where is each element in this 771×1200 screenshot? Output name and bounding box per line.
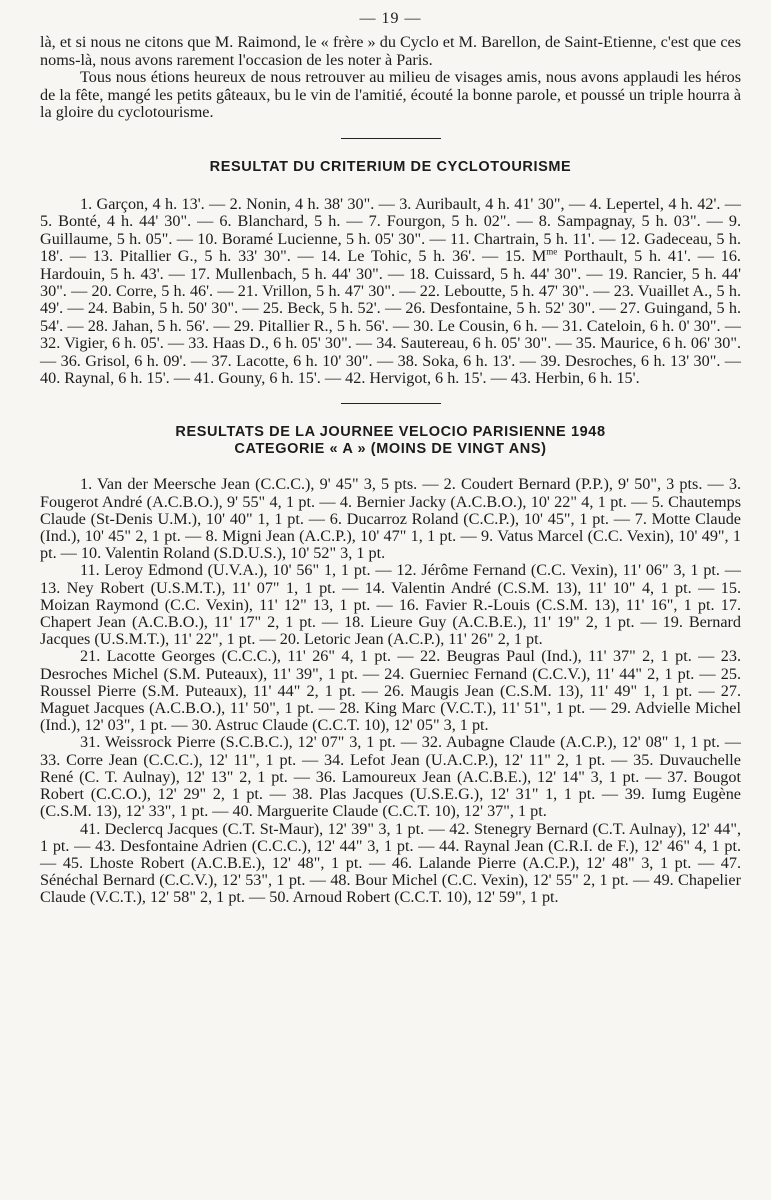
criterium-results-text <box>40 196 741 387</box>
intro-paragraph-2: Tous nous étions heureux de nous retrouver au milieu de visages amis, nous avons applaudi les héros de la fête, mangé les petits gâteaux, bu le vin de l'amitié, écouté la bonne parole, et poussé un triple hourra à la gloire du cyclotourisme. <box>40 68 741 122</box>
journee-results <box>40 476 741 906</box>
criterium-text-b: Porthault, 5 h. 41'. — 16. Hardouin, 5 h. 43'. — 17. Mullenbach, 5 h. 44' 30". — 18. Cuissard, 5 h. 44' 30". — 19. Rancier, 5 h. 44' 30". — 20. Corre, 5 h. 46'. — 21. Vrillon, 5 h. 47' 30". — 22. Leboutte, 5 h. 47' 30". — 23. Vuaillet A., 5 h. 49'. — 24. Babin, 5 h. 50' 30". — 25. Beck, 5 h. 52'. — 26. Desfontaine, 5 h. 52' 30". — 27. Guingand, 5 h. 54'. — 28. Jahan, 5 h. 56'. — 29. Pitallier R., 5 h. 56'. — 30. Le Cousin, 6 h. — 31. Cateloin, 6 h. 0' 30". — 32. Vigier, 6 h. 05'. — 33. Haas D., 6 h. 05' 30". — 34. Sautereau, 6 h. 05' 30". — 35. Maurice, 6 h. 06' 30". — 36. Grisol, 6 h. 09'. — 37. Lacotte, 6 h. 10' 30". — 38. Soka, 6 h. 13'. — 39. Desroches, 6 h. 13' 30". — 40. Raynal, 6 h. 15'. — 41. Gouny, 6 h. 15'. — 42. Hervigot, 6 h. 15'. — 43. Herbin, 6 h. 15'. <box>40 247 741 388</box>
intro-paragraph-1: là, et si nous ne citons que M. Raimond, le « frère » du Cyclo et M. Barellon, de Saint-Etienne, c'est que ces noms-là, nous avons rarement l'occasion de les noter à Paris. <box>40 33 741 69</box>
section-divider <box>341 138 441 139</box>
results-paragraph: 21. Lacotte Georges (C.C.C.), 11' 26" 4, 1 pt. — 22. Beugras Paul (Ind.), 11' 37" 2, 1 pt. — 23. Desroches Michel (S.M. Puteaux), 11' 39", 1 pt. — 24. Guerniec Fernand (C.C.V.), 11' 44" 2, 1 pt. — 25. Roussel Pierre (S.M. Puteaux), 11' 44" 2, 1 pt. — 26. Maugis Jean (C.S.M. 13), 11' 49" 1, 1 pt. — 27. Maguet Jacques (A.C.B.O.), 11' 50", 1 pt. — 28. King Marc (V.C.T.), 11' 51", 1 pt. — 29. Advielle Michel (Ind.), 12' 03", 1 pt. — 30. Astruc Claude (C.C.T. 10), 12' 05" 3, 1 pt. <box>40 647 741 735</box>
criterium-text-a: 1. Garçon, 4 h. 13'. — 2. Nonin, 4 h. 38' 30". — 3. Auribault, 4 h. 41' 30", — 4. Lepertel, 4 h. 42'. — 5. Bonté, 4 h. 44' 30". — 6. Blanchard, 5 h. — 7. Fourgon, 5 h. 02". — 8. Sampagnay, 5 h. 03". — 9. Guillaume, 5 h. 05". — 10. Boramé Lucienne, 5 h. 05' 30". — 11. Chartrain, 5 h. 11'. — 12. Gadeceau, 5 h. 18'. — 13. Pitallier G., 5 h. 33' 30". — 14. Le Tohic, 5 h. 36'. — 15. M <box>40 194 741 266</box>
criterium-heading: RESULTAT DU CRITERIUM DE CYCLOTOURISME <box>209 158 572 175</box>
criterium-text-sup: me <box>546 246 558 257</box>
journee-heading: RESULTATS DE LA JOURNEE VELOCIO PARISIENNE 1948 <box>175 424 606 441</box>
journee-subheading: CATEGORIE « A » (MOINS DE VINGT ANS) <box>234 441 547 458</box>
page-number: — 19 — <box>359 10 422 27</box>
results-paragraph: 1. Van der Meersche Jean (C.C.C.), 9' 45" 3, 5 pts. — 2. Coudert Bernard (P.P.), 9' 50", 3 pts. — 3. Fougerot André (A.C.B.O.), 9' 55" 4, 1 pt. — 4. Bernier Jacky (A.C.B.O.), 10' 22" 4, 1 pt. — 5. Chautemps Claude (St-Denis U.M.), 10' 40" 1, 1 pt. — 6. Ducarroz Roland (C.C.P.), 10' 45", 1 pt. — 7. Motte Claude (Ind.), 10' 45" 2, 1 pt. — 8. Migni Jean (A.C.P.), 10' 47" 1, 1 pt. — 9. Vatus Marcel (C.C. Vexin), 10' 49", 1 pt. — 10. Valentin Roland (S.D.U.S.), 10' 52" 3, 1 pt. <box>40 475 741 563</box>
results-paragraph: 41. Declercq Jacques (C.T. St-Maur), 12' 39" 3, 1 pt. — 42. Stenegry Bernard (C.T. Aulnay), 12' 44", 1 pt. — 43. Desfontaine Adrien (C.C.C.), 12' 44" 3, 1 pt. — 44. Raynal Jean (C.R.I. de F.), 12' 46" 4, 1 pt. — 45. Lhoste Robert (A.C.B.E.), 12' 48", 1 pt. — 46. Lalande Pierre (A.C.P.), 12' 48" 3, 1 pt. — 47. Sénéchal Bernard (C.C.V.), 12' 53", 1 pt. — 48. Bour Michel (C.C. Vexin), 12' 55" 2, 1 pt. — 49. Chapelier Claude (V.C.T.), 12' 58" 2, 1 pt. — 50. Arnoud Robert (C.C.T. 10), 12' 59", 1 pt. <box>40 819 741 907</box>
criterium-results <box>40 196 741 387</box>
results-paragraph: 11. Leroy Edmond (U.V.A.), 10' 56" 1, 1 pt. — 12. Jérôme Fernand (C.C. Vexin), 11' 06" 3, 1 pt. — 13. Ney Robert (U.S.M.T.), 11' 07" 1, 1 pt. — 14. Valentin André (C.S.M. 13), 11' 10" 4, 1 pt. — 15. Moizan Raymond (C.C. Vexin), 11' 12" 13, 1 pt. — 16. Favier R.-Louis (C.S.M. 13), 11' 16", 1 pt. 17. Chapert Jean (A.C.B.O.), 11' 17" 2, 1 pt. — 18. Lieure Guy (A.C.B.E.), 11' 19" 2, 1 pt. — 19. Bernard Jacques (U.S.M.T.), 11' 22", 1 pt. — 20. Letoric Jean (A.C.P.), 11' 26" 2, 1 pt. <box>40 561 741 649</box>
section-divider <box>341 403 441 404</box>
results-paragraph: 31. Weissrock Pierre (S.C.B.C.), 12' 07" 3, 1 pt. — 32. Aubagne Claude (A.C.P.), 12' 08" 1, 1 pt. — 33. Corre Jean (C.C.C.), 12' 11", 1 pt. — 34. Lefot Jean (U.A.C.P.), 12' 11" 2, 1 pt. — 35. Duvauchelle René (C. T. Aulnay), 12' 13" 2, 1 pt. — 36. Lamoureux Jean (A.C.B.E.), 12' 14" 3, 1 pt. — 37. Bougot Robert (C.C.O.), 12' 29" 2, 1 pt. — 38. Plas Jacques (U.S.E.G.), 12' 31" 1, 1 pt. — 39. Iumg Eugène (C.S.M. 13), 12' 33", 1 pt. — 40. Marguerite Claude (C.C.T. 10), 12' 37", 1 pt. <box>40 733 741 821</box>
